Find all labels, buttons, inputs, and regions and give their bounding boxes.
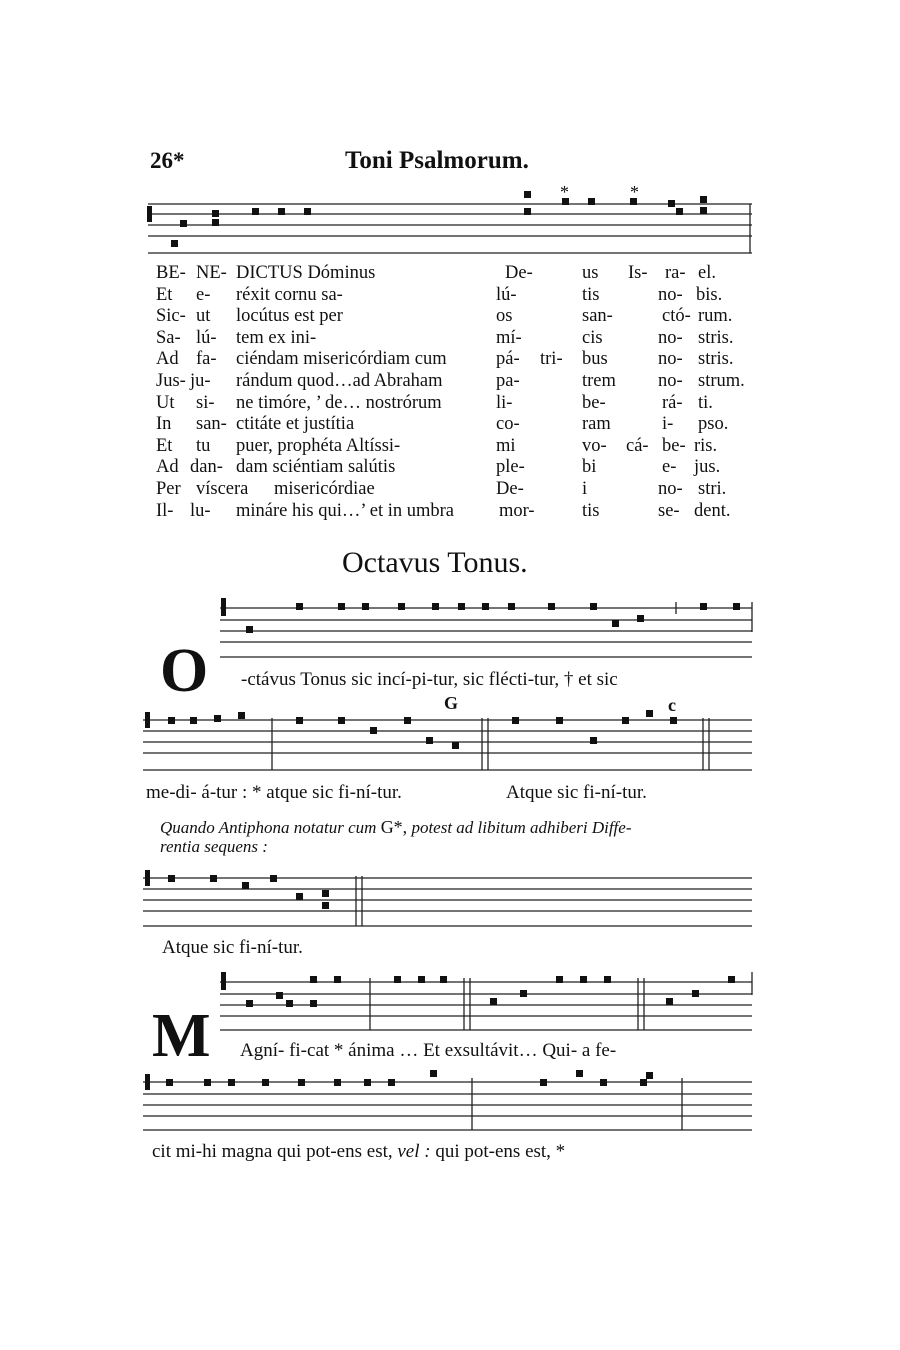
lyric-line-octavus-1: -ctávus Tonus sic incí-pi-tur, sic flécti-tur, † et sic [241, 669, 618, 690]
verse-cell: Ad [156, 457, 179, 478]
verse-cell: Il- [156, 500, 174, 521]
rubric-g-star: G*, [380, 817, 408, 837]
verse-cell: bis. [696, 284, 723, 305]
rubric-line-2: rentia sequens : [160, 837, 268, 856]
verse-cell: be- [582, 392, 606, 413]
verse-cell: tis [582, 500, 600, 521]
verse-cell: li- [496, 392, 513, 413]
verse-cell: rándum quod…ad Abraham [236, 370, 443, 391]
verse-cell: no- [658, 284, 683, 305]
verse-cell: Et [156, 284, 173, 305]
verse-cell: e- [196, 284, 211, 305]
lyric-line-octavus-2a: me-di- á-tur : * atque sic fi-ní-tur. [146, 782, 402, 803]
verse-cell: Ut [156, 392, 175, 413]
verse-cell: no- [658, 327, 683, 348]
verse-cell: no- [658, 349, 683, 370]
verse-cell: dam sciéntiam salútis [236, 457, 396, 478]
verse-cell: os [496, 306, 513, 327]
verse-cell: pá- [496, 349, 520, 370]
verse-cell: Sic- [156, 306, 186, 327]
verse-cell: lú- [196, 327, 217, 348]
verse-cell: mí- [496, 327, 522, 348]
verse-cell: tu [196, 435, 211, 456]
verse-cell: bus [582, 349, 608, 370]
verse-cell: dent. [694, 500, 731, 521]
running-head: Toni Psalmorum. [345, 147, 529, 174]
verse-cell: Sa- [156, 327, 181, 348]
lyric-line-octavus-2b: Atque sic fi-ní-tur. [506, 782, 647, 803]
verse-cell: no- [658, 370, 683, 391]
verse-cell: De- [505, 263, 533, 283]
verse-cell: ju- [190, 370, 211, 391]
verse-cell: puer, prophéta Altíssi- [236, 435, 401, 456]
verse-cell: stris. [698, 349, 734, 370]
verse-cell: réxit cornu sa- [236, 284, 343, 305]
verse-cell: mi [496, 435, 516, 456]
verse-cell: NE- [196, 263, 227, 283]
lyric-line-magnificat-1: Agní- fi-cat * ánima … Et exsultávit… Qui- a fe- [240, 1040, 617, 1061]
verse-cell: fa- [196, 349, 217, 370]
verse-cell: mor- [499, 500, 535, 521]
verse-cell: co- [496, 414, 520, 435]
differentia-letter-c: c [668, 695, 676, 715]
verse-cell: Jus- [156, 370, 186, 391]
verse-cell: ctó- [662, 306, 691, 327]
verse-cell: ris. [694, 435, 718, 456]
verse-cell: ciéndam misericórdiam cum [236, 349, 447, 370]
verse-cell: jus. [694, 457, 721, 478]
verse-cell: strum. [698, 370, 745, 391]
verse-cell: us [582, 263, 599, 283]
verse-cell: De- [496, 478, 524, 499]
verse-cell: locútus est per [236, 306, 343, 327]
svg-text:*: * [560, 182, 569, 202]
page-number: 26* [150, 148, 185, 173]
verse-cell: stris. [698, 327, 734, 348]
verse-cell: víscera [196, 478, 249, 499]
verse-cell: ra- [665, 263, 686, 283]
verse-cell: pa- [496, 370, 520, 391]
lyric-line-octavus-3: Atque sic fi-ní-tur. [162, 937, 303, 958]
verse-cell: i- [662, 414, 674, 435]
drop-initial-o: O [160, 637, 209, 705]
verse-cell: e- [662, 457, 677, 478]
rubric-text-b: potest ad libitum adhiberi Diffe- [411, 818, 632, 837]
verse-cell: rum. [698, 306, 733, 327]
verse-cell: ctitáte et justítia [236, 414, 355, 435]
svg-text:*: * [630, 182, 639, 202]
verse-cell: ti. [698, 392, 713, 413]
verse-cell: Is- [628, 263, 648, 283]
verse-cell: cá- [626, 435, 649, 456]
section-title-octavus: Octavus Tonus. [342, 546, 528, 579]
rubric-text-a: Quando Antiphona notatur cum [160, 818, 377, 837]
verse-cell: lu- [190, 500, 211, 521]
verse-cell: cis [582, 327, 603, 348]
verse-cell: tem ex ini- [236, 327, 317, 348]
verse-cell: rá- [662, 392, 683, 413]
verse-cell: vo- [582, 435, 607, 456]
lyric-line-magnificat-2 [152, 1141, 565, 1163]
verse-cell: mináre his qui…’ et in umbra [236, 500, 455, 521]
verse-cell: DICTUS Dóminus [236, 263, 376, 283]
verse-cell: dan- [190, 457, 223, 478]
differentia-letter-g: G [444, 693, 459, 713]
verse-cell: el. [698, 263, 716, 283]
verse-cell: misericórdiae [274, 478, 375, 499]
verse-cell: san- [582, 306, 613, 327]
verse-cell: Ad [156, 349, 179, 370]
verse-cell: be- [662, 435, 686, 456]
verse-cell: trem [582, 370, 616, 391]
verse-cell: bi [582, 457, 597, 478]
verse-cell: ut [196, 306, 211, 327]
rubric-line-1 [160, 817, 631, 838]
verse-cell: ne timóre, ’ de… nostrórum [236, 392, 442, 413]
verse-cell: stri. [698, 478, 727, 499]
verse-cell: ram [582, 414, 611, 435]
lyric-text-b: qui pot-ens est, * [435, 1141, 566, 1162]
verse-cell: BE- [156, 263, 186, 283]
verse-cell: i [582, 478, 588, 499]
verse-cell: no- [658, 478, 683, 499]
drop-initial-m: M [152, 1002, 211, 1070]
verse-cell: se- [658, 500, 680, 521]
vel-rubric: vel : [397, 1141, 431, 1162]
verse-cell: In [156, 414, 172, 435]
lyric-text-a: cit mi-hi magna qui pot-ens est, [152, 1141, 393, 1162]
verse-cell: Et [156, 435, 173, 456]
verse-cell: san- [196, 414, 227, 435]
verse-cell: si- [196, 392, 215, 413]
verse-cell: pso. [698, 414, 729, 435]
verse-cell: lú- [496, 284, 517, 305]
verse-cell: Per [156, 478, 181, 499]
verse-cell: ple- [496, 457, 525, 478]
verse-cell: tri- [540, 349, 563, 370]
verse-cell: tis [582, 284, 600, 305]
